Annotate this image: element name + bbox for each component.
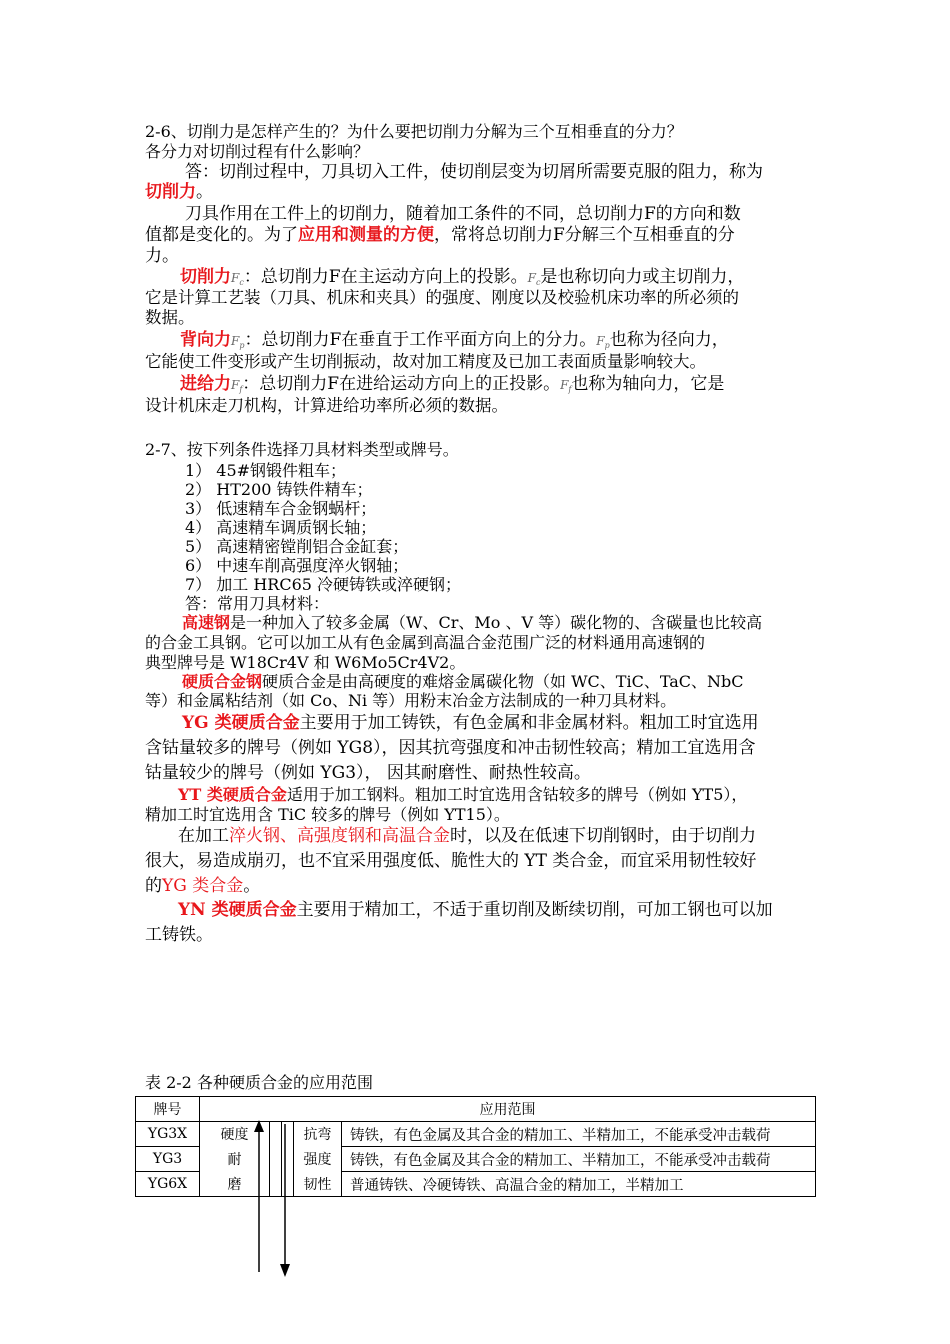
ff-line2: 设计机床走刀机构，计算进给功率所必须的数据。 [145,396,508,415]
term-hardened-steels: 淬火钢、高强度钢和高温合金 [229,826,450,846]
q26-para2-line1: 刀具作用在工件上的切削力，随着加工条件的不同，总切削力F的方向和数 [185,204,741,224]
yg-text: 主要用于加工铸铁，有色金属和非金属材料。粗加工时宜选用 [299,713,759,733]
yn-line2: 工铸铁。 [145,925,213,945]
range-cell: 铸铁，有色金属及其合金的精加工、半精加工，不能承受冲击载荷 [342,1122,816,1147]
table-header-row [136,1097,816,1122]
grade-cell: YG6X [136,1172,200,1197]
term-feed-force: 进给力 [180,374,231,394]
hss-line3: 典型牌号是 W18Cr4V 和 W6Mo5Cr4V2。 [145,653,466,672]
ff-symbol-2: F [560,378,569,392]
q26-para2-line3: 力。 [145,246,179,266]
q26-answer-end: 。 [196,182,213,202]
fp-line2: 它能使工件变形或产生切削振动，故对加工精度及已加工表面质量影响较大。 [145,352,706,371]
q27-item-1: 1） 45#钢锻件粗车； [185,461,347,480]
ff-subscript: f [239,385,243,394]
term-high-speed-steel: 高速钢 [182,613,231,632]
ff-text-post: 也称为轴向力，它是 [571,374,725,394]
term-yt-carbide: YT 类硬质合金 [178,785,287,804]
yg-line1 [182,712,852,734]
term-back-force: 背向力 [180,330,231,350]
q26-title-line2: 各分力对切削过程有什么影响？ [145,142,370,161]
term-measurement-convenience: 应用和测量的方便 [298,225,434,245]
ff-subscript-2: f [568,385,572,394]
q26-para2-line2 [145,225,815,245]
hss-line2: 的合金工具钢。它可以加工从有色金属到高温合金范围广泛的材料通用高速钢的 [145,633,706,652]
fc-symbol-2: F [527,271,536,285]
arrow-col-left [270,1122,282,1197]
yn-text: 主要用于精加工，不适于重切削及断续切削，可加工钢也可以加 [296,900,773,920]
yt-line2: 精加工时宜选用含 TiC 较多的牌号（例如 YT15）。 [145,805,510,824]
arrow-col-right [282,1122,294,1197]
q26-title-line1: 2-6、切削力是怎样产生的？为什么要把切削力分解为三个互相垂直的分力？ [145,122,683,141]
range-cell: 普通铸铁、冷硬铸铁、高温合金的精加工，半精加工 [342,1172,816,1197]
fc-text-post: 是也称切向力或主切削力， [540,267,745,287]
term-yg-alloy: YG 类合金 [162,876,244,896]
q27-title: 2-7、按下列条件选择刀具材料类型或牌号。 [145,440,459,459]
hss-line1 [182,613,852,633]
left-label-wear: 耐 [200,1147,270,1172]
fp-text-mid: ：总切削力F在垂直于工作平面方向上的分力。 [244,330,597,350]
ff-text-mid: ：总切削力F在进给运动方向上的正投影。 [242,374,561,394]
fc-text-mid: ：总切削力F在主运动方向上的投影。 [243,267,528,287]
para-line2: 很大，易造成崩刃，也不宜采用强度低、脆性大的 YT 类合金，而宜采用韧性较好 [145,851,757,871]
yt-text: 适用于加工钢料。粗加工时宜选用含钴较多的牌号（例如 YT5）， [286,785,748,804]
q26-answer-line2 [145,182,815,202]
hm-text: 硬质合金是由高硬度的难熔金属碳化物（如 WC、TiC、TaC、NbC [262,672,744,691]
range-cell: 铸铁，有色金属及其合金的精加工、半精加工，不能承受冲击载荷 [342,1147,816,1172]
fc-subscript-2: c [535,278,541,287]
left-label-hardness: 硬度 [200,1122,270,1147]
grade-cell: YG3 [136,1147,200,1172]
fp-text-post: 也称为径向力， [609,330,729,350]
q27-item-7: 7） 加工 HRC65 冷硬铸铁或淬硬钢； [185,575,462,594]
ff-symbol: F [231,378,240,392]
yg-line2: 含钴量较多的牌号（例如 YG8），因其抗弯强度和冲击韧性较高；精加工宜选用含 [145,738,756,758]
q27-item-2: 2） HT200 铸铁件精车； [185,480,373,499]
table-row [136,1122,816,1147]
para-pre: 在加工 [178,826,229,846]
q26-answer-text: 答：切削过程中，刀具切入工件，使切削层变为切屑所需要克服的阻力，称为 [185,162,763,182]
term-yn-carbide: YN 类硬质合金 [178,900,297,920]
fp-subscript: p [239,341,245,350]
hm-line2: 等）和金属粘结剂（如 Co、Ni 等）用粉末冶金方法制成的一种刀具材料。 [145,691,677,710]
q27-item-6: 6） 中速车削高强度淬火钢轴； [185,556,409,575]
carbide-application-table [135,1096,816,1197]
header-grade: 牌号 [136,1097,200,1122]
fc-subscript: c [239,278,244,287]
table-row [136,1172,816,1197]
left-label-resist: 磨 [200,1172,270,1197]
hss-text: 是一种加入了较多金属（W、Cr、Mo 、V 等）碳化物的、含碳量也比较高 [230,613,763,632]
q27-item-3: 3） 低速精车合金钢蜗杆； [185,499,377,518]
yg-line3: 钴量较少的牌号（例如 YG3）， 因其耐磨性、耐热性较高。 [145,763,591,783]
fc-symbol: F [231,271,240,285]
term-main-cutting-force: 切削力 [180,267,231,287]
fp-symbol-2: F [596,334,605,348]
q27-answer-intro: 答：常用刀具材料： [185,594,330,613]
right-label-bending: 抗弯 [294,1122,342,1147]
table-caption: 表 2-2 各种硬质合金的应用范围 [145,1073,373,1092]
right-label-strength: 强度 [294,1147,342,1172]
fp-symbol: F [231,334,240,348]
right-label-toughness: 韧性 [294,1172,342,1197]
grade-cell: YG3X [136,1122,200,1147]
term-cutting-force: 切削力 [145,182,196,202]
yn-line1 [178,899,848,921]
hm-line1 [182,672,852,692]
q26-answer-line1 [185,162,855,182]
q26-para2-pre: 值都是变化的。为了 [145,225,298,245]
term-cemented-carbide: 硬质合金钢 [182,672,263,691]
term-yg-carbide: YG 类硬质合金 [182,713,300,733]
q26-para2-post: ，常将总切削力F分解三个互相垂直的分 [434,225,735,245]
table-row [136,1147,816,1172]
yt-line1 [178,785,848,805]
fc-line2: 它是计算工艺装（刀具、机床和夹具）的强度、刚度以及校验机床功率的所必须的 [145,288,739,307]
fc-line3: 数据。 [145,308,195,327]
para3-post: 。 [243,876,261,896]
para-post: 时，以及在低速下切削钢时，由于切削力 [450,826,756,846]
para3-pre: 的 [145,876,162,896]
para-line1 [178,825,848,847]
para-line3 [145,875,815,897]
header-range: 应用范围 [200,1097,816,1122]
fp-subscript-2: p [604,341,610,350]
q27-item-4: 4） 高速精车调质钢长轴； [185,518,377,537]
q27-item-5: 5） 高速精密镗削铝合金缸套； [185,537,409,556]
